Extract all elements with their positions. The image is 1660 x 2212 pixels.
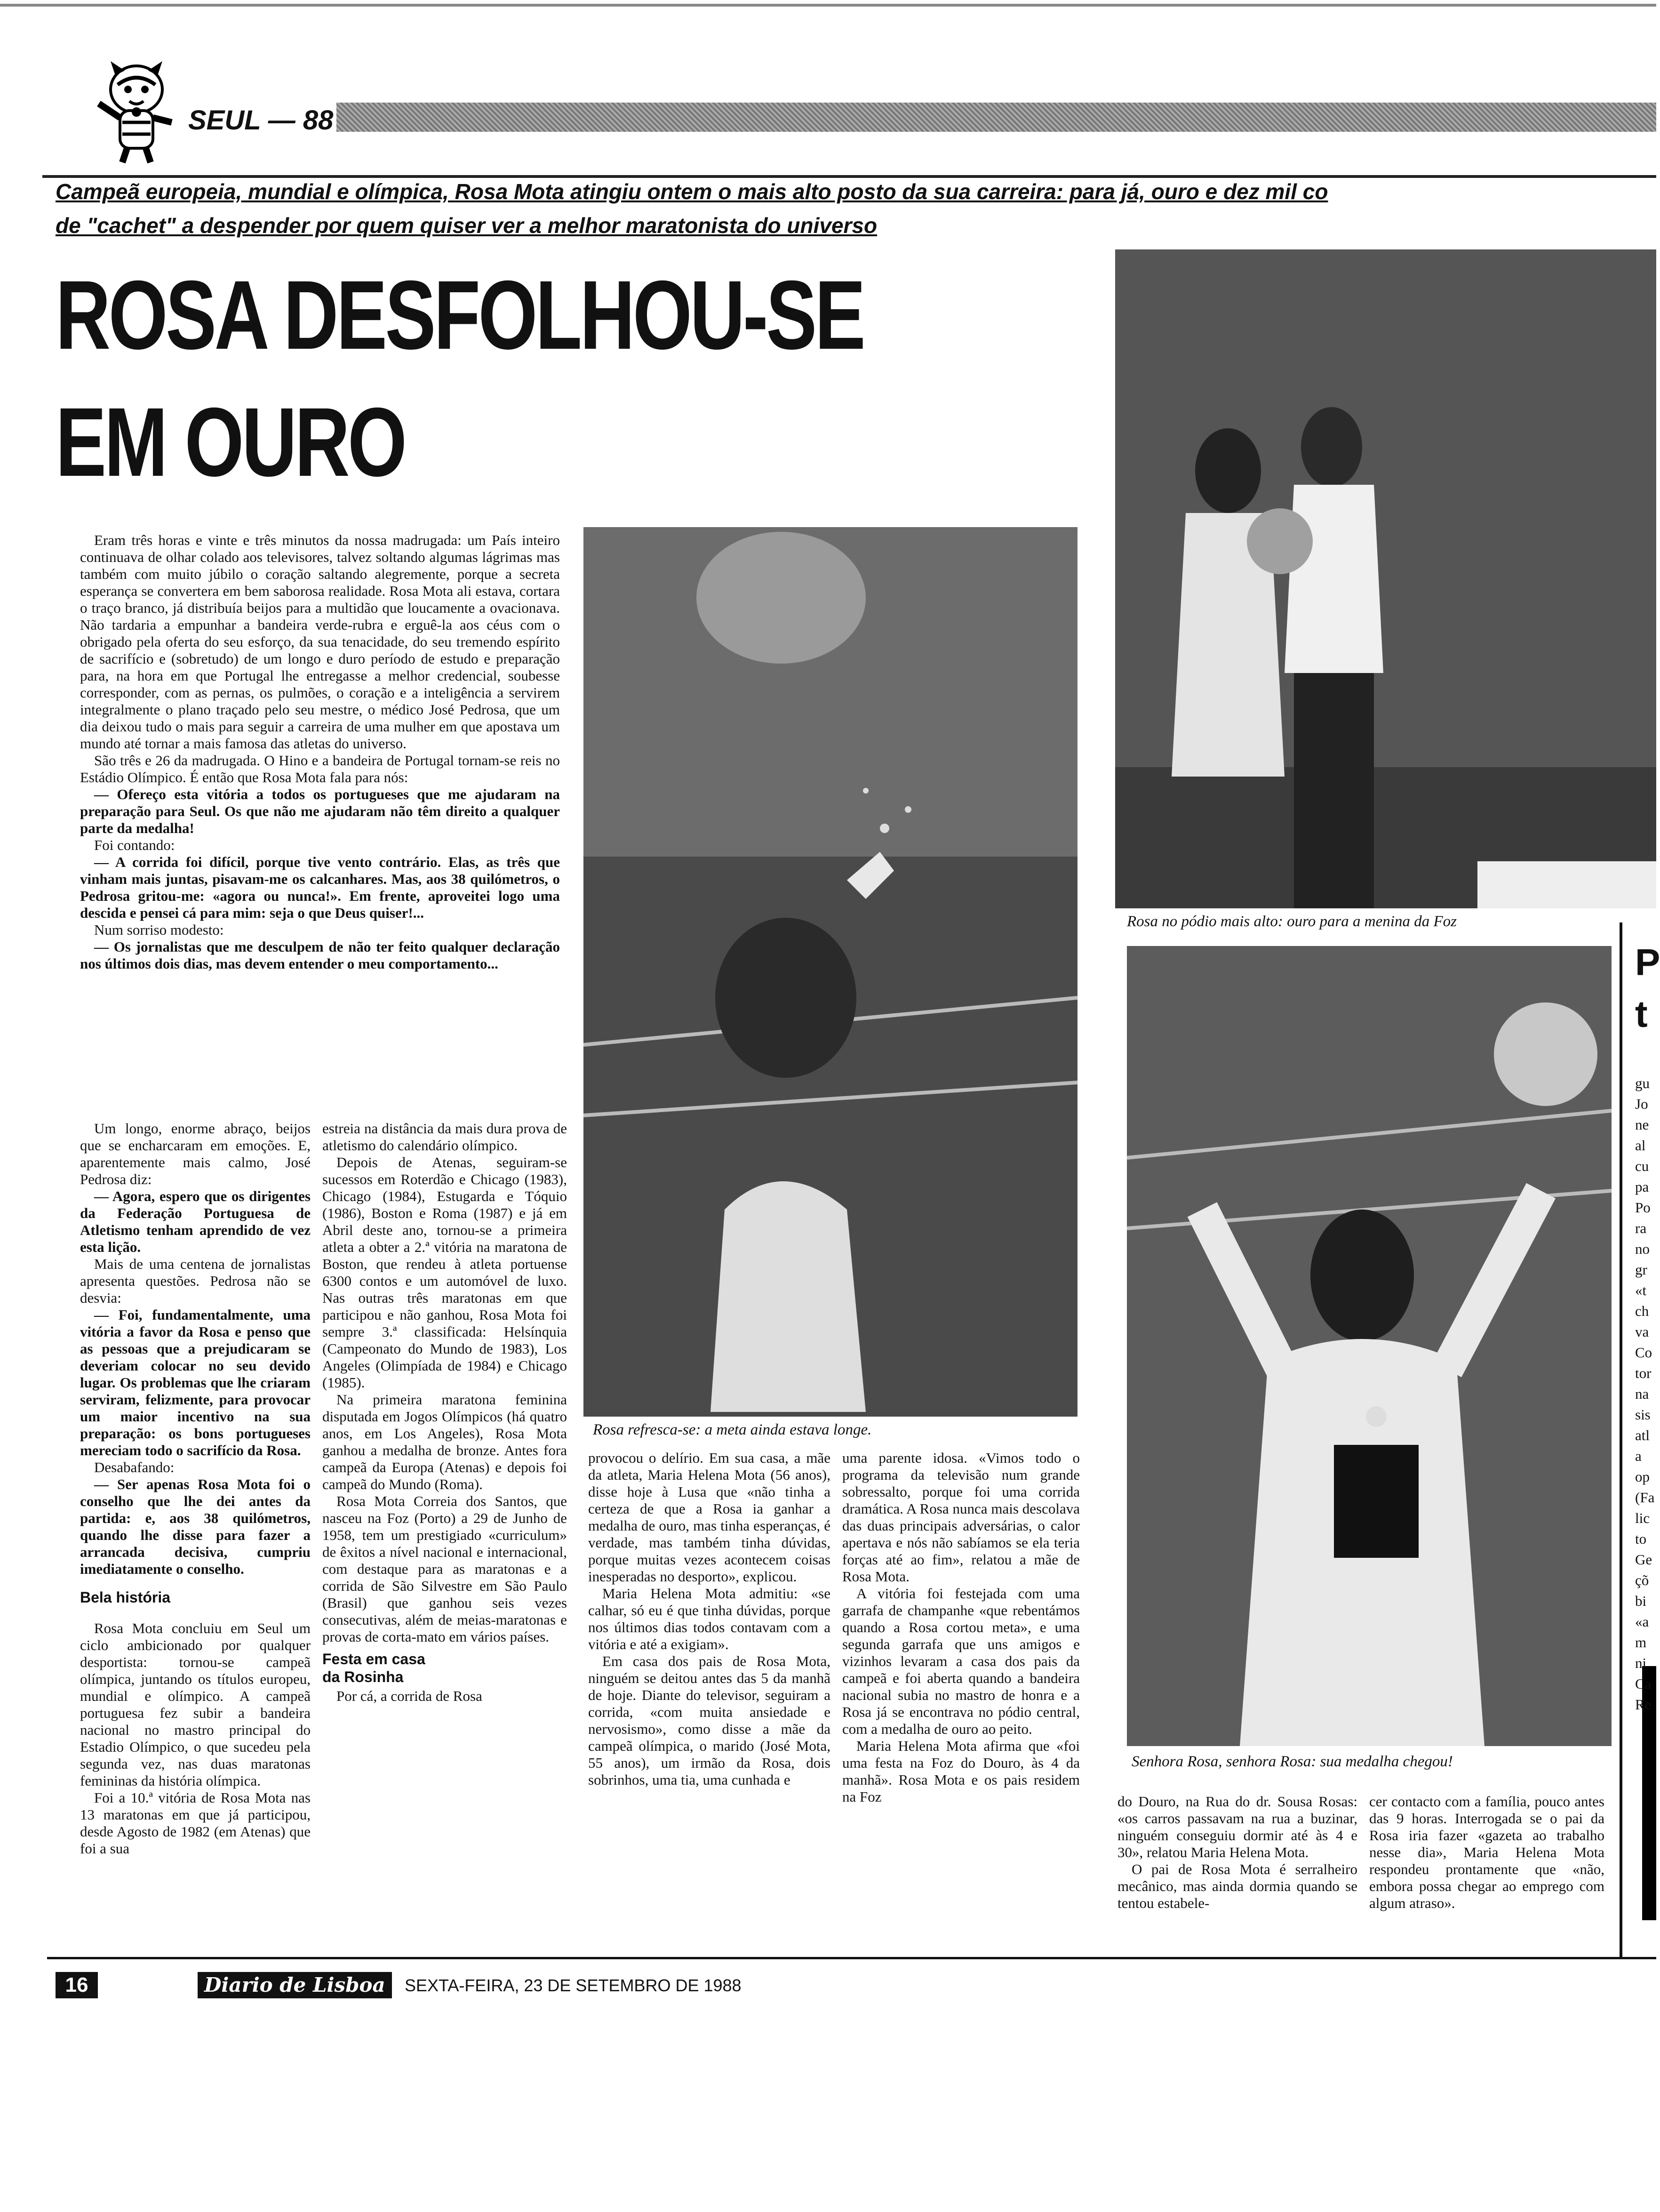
body-paragraph: Em casa dos pais de Rosa Mota, ninguém se deitou antes das 5 da manhã de hoje. Diante do televisor, seguiram a corrida, «com muita ansiedade e nervosismo», como disse a mãe da campeã olímpica, o marido (José Mota, 55 anos), um irmão da Rosa, dois sobrinhos, uma tia, uma cunhada e bbox=[588, 1653, 830, 1788]
body-paragraph: Desabafando: bbox=[94, 1459, 175, 1475]
right-edge-fragment: «a bbox=[1635, 1613, 1649, 1630]
right-edge-fragment: ne bbox=[1635, 1116, 1649, 1133]
body-paragraph: Um longo, enorme abraço, beijos que se encharcaram em emoções. E, aparentemente mais calmo, José Pedrosa diz: bbox=[80, 1120, 311, 1187]
column-2 bbox=[322, 1120, 567, 1948]
right-edge-fragment: gu bbox=[1635, 1075, 1650, 1091]
page-number: 16 bbox=[56, 1972, 98, 1998]
body-paragraph: provocou o delírio. Em sua casa, a mãe da atleta, Maria Helena Mota (56 anos), disse hoje à Lusa que «não tinha a certeza de que a Rosa ia ganhar a medalha de ouro, mas tinha esperanças, é verdade, mas também tinha dúvidas, porque muitas vezes acontecem coisas inesperadas no desporto», explicou. bbox=[588, 1450, 830, 1585]
right-edge-fragment: ra bbox=[1635, 1220, 1647, 1236]
right-edge-fragment: na bbox=[1635, 1386, 1649, 1402]
right-edge-fragment: cu bbox=[1635, 1158, 1649, 1174]
right-edge-headline bbox=[1635, 937, 1660, 1040]
body-paragraph: uma parente idosa. «Vimos todo o programa da televisão num grande sobressalto, porque foi uma corrida dramática. A Rosa nunca mais descolava das duas principais adversárias, o calor apertava e nós não sabíamos se ela teria forças até ao fim», relatou a mãe de Rosa Mota. bbox=[842, 1450, 1080, 1585]
right-edge-heading: t bbox=[1635, 993, 1648, 1035]
photo-caption-medal: Senhora Rosa, senhora Rosa: sua medalha chegou! bbox=[1132, 1753, 1453, 1770]
headline-line-2: EM OURO bbox=[56, 388, 405, 497]
body-quote: — Agora, espero que os dirigentes da Federação Portuguesa de Atletismo tenham aprendido de vez esta lição. bbox=[80, 1188, 311, 1255]
right-edge-fragment: al bbox=[1635, 1137, 1646, 1154]
right-edge-fragment: va bbox=[1635, 1323, 1649, 1340]
body-paragraph: Maria Helena Mota admitiu: «se calhar, só eu é que tinha dúvidas, porque nos últimos dias todos contavam com a vitória e até a exigiam». bbox=[588, 1585, 830, 1652]
column-4 bbox=[842, 1450, 1080, 1948]
column-5 bbox=[1117, 1793, 1357, 1953]
right-edge-heading: P bbox=[1635, 941, 1660, 983]
body-paragraph: Depois de Atenas, seguiram-se sucessos em Roterdão e Chicago (1983), Chicago (1984), Estugarda e Tóquio (1986), Boston e Roma (1987) e já em Abril deste ano, tornou-se a primeira atleta a obter a 2.ª vitória na maratona de Boston, que rendeu à atleta portuense 6300 contos e um automóvel de luxo. Nas outras três maratonas em que participou e não ganhou, Rosa Mota foi sempre 3.ª classificada: Helsínquia (Campeonato do Mundo de 1983), Los Angeles (Olimpíada de 1984) e Chicago (1985). bbox=[322, 1154, 567, 1391]
right-edge-fragment: «t bbox=[1635, 1282, 1647, 1298]
body-paragraph: O pai de Rosa Mota é serralheiro mecânico, mas ainda dormia quando se tentou estabele- bbox=[1117, 1861, 1357, 1911]
header-band bbox=[336, 103, 1656, 132]
body-paragraph: cer contacto com a família, pouco antes das 9 horas. Interrogada se o pai da Rosa iria fazer «gazeta ao trabalho nesse dia», Maria Helena Mota respondeu prontamente que «não, embora possa chegar ao emprego com algum atraso». bbox=[1369, 1793, 1604, 1911]
body-paragraph: do Douro, na Rua do dr. Sousa Rosas: «os carros passavam na rua a buzinar, ninguém conseguiu dormir até às 4 e 30», relatou Maria Helena Mota. bbox=[1117, 1793, 1357, 1860]
kicker-line-1: Campeã europeia, mundial e olímpica, Rosa Mota atingiu ontem o mais alto posto da sua carreira: para já, ouro e dez mil co bbox=[56, 179, 1328, 204]
kicker-line-2: de "cachet" a despender por quem quiser ver a melhor maratonista do universo bbox=[56, 213, 878, 238]
right-edge-fragment: Jo bbox=[1635, 1096, 1648, 1112]
body-paragraph: Na primeira maratona feminina disputada em Jogos Olímpicos (há quatro anos, em Los Angeles), Rosa Mota ganhou a medalha de bronze. Antes fora campeã da Europa (Atenas) e depois foi campeã do Mundo (Roma). bbox=[322, 1391, 567, 1492]
body-quote: — Foi, fundamentalmente, uma vitória a favor da Rosa e penso que as pessoas que a prejudicaram se deveriam colocar no seu devido lugar. Os problemas que lhe criaram serviram, felizmente, para provocar um maior incentivo na sua preparação: os bons portugueses mereciam todo o sacrifício da Rosa. bbox=[80, 1306, 311, 1459]
body-paragraph: Mais de uma centena de jornalistas apresenta questões. Pedrosa não se desvia: bbox=[80, 1256, 311, 1306]
subhead-line: Festa em casa bbox=[322, 1651, 425, 1667]
right-edge-fragment: m bbox=[1635, 1634, 1647, 1651]
subhead-line: da Rosinha bbox=[322, 1668, 404, 1685]
right-edge-fragment: ni bbox=[1635, 1655, 1647, 1671]
right-edge-fragment: (Fa bbox=[1635, 1489, 1655, 1506]
right-edge-fragment: op bbox=[1635, 1468, 1650, 1485]
lead-quote: — Os jornalistas que me desculpem de não ter feito qualquer declaração nos últimos dois dias, mas devem entender o meu comportamento... bbox=[80, 938, 560, 972]
right-edge-fragment: no bbox=[1635, 1241, 1650, 1257]
lead-paragraph: São três e 26 da madrugada. O Hino e a bandeira de Portugal tornam-se reis no Estádio Olímpico. É então que Rosa Mota fala para nós: bbox=[80, 752, 560, 785]
column-1 bbox=[80, 1120, 311, 1948]
right-edge-fragment: pa bbox=[1635, 1178, 1649, 1195]
right-edge-fragment: to bbox=[1635, 1531, 1647, 1547]
body-quote: — Ser apenas Rosa Mota foi o conselho que lhe dei antes da partida: e, aos 38 quilómetros, quando lhe disse para fazer a arrancada decisiva, cumpriu imediatamente o conselho. bbox=[80, 1476, 311, 1577]
lead-paragraph: Num sorriso modesto: bbox=[94, 922, 224, 938]
subhead-festa bbox=[322, 1650, 567, 1686]
body-paragraph: Foi a 10.ª vitória de Rosa Mota nas 13 maratonas em que já participou, desde Agosto de 1982 (em Atenas) que foi a sua bbox=[80, 1789, 311, 1857]
right-edge-fragment: atl bbox=[1635, 1427, 1650, 1443]
body-paragraph: Maria Helena Mota afirma que «foi uma festa na Foz do Douro, às 4 da manhã». Rosa Mota e os pais residem na Foz bbox=[842, 1738, 1080, 1805]
right-edge-fragment: gr bbox=[1635, 1261, 1647, 1278]
right-edge-fragment: sis bbox=[1635, 1406, 1651, 1423]
lead-quote: — Ofereço esta vitória a todos os portugueses que me ajudaram na preparação para Seul. Os que não me ajudaram não têm direito a qualquer parte da medalha! bbox=[80, 786, 560, 836]
photo-caption-drink: Rosa refresca-se: a meta ainda estava longe. bbox=[593, 1421, 872, 1438]
footer-date: SEXTA-FEIRA, 23 DE SETEMBRO DE 1988 bbox=[405, 1976, 742, 1995]
photo-medal bbox=[1127, 946, 1612, 1746]
right-edge-fragment: tor bbox=[1635, 1365, 1652, 1381]
tiger-mascot-icon bbox=[89, 56, 184, 165]
lead-paragraph: Eram três horas e vinte e três minutos da nossa madrugada: um País inteiro continuava de olhar colado aos televisores, talvez soltando algumas lágrimas mas também com muito júbilo o coração saltando alegremente, porque a secreta esperança se convertera em bem saborosa realidade. Rosa Mota ali estava, cortara o traço branco, já distribuía beijos para a multidão que loucamente a ovacionava. Não tardaria a empunhar a bandeira verde-rubra e erguê-la aos céus com o obrigado pela oferta do seu esforço, da sua tenacidade, do seu tremendo espírito de sacrifício e (sobretudo) de um longo e duro período de estudo e preparação para, na hora em que Portugal lhe entregasse a melhor credencial, soubesse corresponder, com as pernas, os pulmões, o coração e a inteligência a servirem integralmente o plano traçado pelo seu mestre, o médico José Pedrosa, que um dia deixou tudo o mais para seguir a carreira de uma mulher em que apostava um mundo até tornar a mais famosa das atletas do universo. bbox=[80, 532, 560, 752]
column-6 bbox=[1369, 1793, 1604, 1953]
body-paragraph: estreia na distância da mais dura prova de atletismo do calendário olímpico. bbox=[322, 1120, 567, 1154]
section-label: SEUL — 88 bbox=[188, 105, 334, 136]
right-edge-rule bbox=[1620, 922, 1622, 1958]
body-paragraph: Por cá, a corrida de Rosa bbox=[336, 1688, 482, 1704]
body-paragraph: Rosa Mota concluiu em Seul um ciclo ambicionado por qualquer desportista: tornou-se campeã olímpica, juntando os títulos europeu, mundial e olímpico. A campeã portuguesa fez subir a bandeira nacional no mastro principal do Estadio Olímpico, o que sucedeu pela segunda vez, nas duas maratonas femininas da história olímpica. bbox=[80, 1620, 311, 1789]
body-paragraph: Rosa Mota Correia dos Santos, que nasceu na Foz (Porto) a 29 de Junho de 1958, tem um prestigiado «curriculum» de êxitos a nível nacional e internacional, com destaque para as maratonas e a corrida de São Silvestre em São Paulo (Brasil) que ganhou seis vezes consecutivas, além de meias-maratonas e provas de corta-mato em vários países. bbox=[322, 1493, 567, 1645]
photo-caption-podium: Rosa no pódio mais alto: ouro para a menina da Foz bbox=[1127, 913, 1457, 930]
right-edge-fragment: Co bbox=[1635, 1344, 1652, 1361]
column-3 bbox=[588, 1450, 830, 1948]
right-edge-fragment: Ca bbox=[1635, 1675, 1652, 1692]
right-edge-fragment: bi bbox=[1635, 1593, 1647, 1609]
lead-quote: — A corrida foi difícil, porque tive vento contrário. Elas, as três que vinham mais juntas, pisavam-me os calcanhares. Mas, aos 38 quilómetros, o Pedrosa gritou-me: «agora ou nunca!». Em frente, aproveitei logo uma descida e pensei cá para mim: seja o que Deus quiser!... bbox=[80, 854, 560, 921]
headline-line-1: ROSA DESFOLHOU-SE bbox=[56, 261, 864, 370]
footer-rule bbox=[47, 1957, 1656, 1959]
right-edge-fragment: a bbox=[1635, 1448, 1642, 1464]
header-top-rule bbox=[0, 4, 1656, 7]
masthead: Diario de Lisboa bbox=[198, 1972, 392, 1998]
right-edge-fragment: lic bbox=[1635, 1510, 1650, 1526]
right-edge-fragment: çõ bbox=[1635, 1572, 1649, 1588]
right-edge-fragment: Re bbox=[1635, 1696, 1652, 1713]
right-edge-fragment: ch bbox=[1635, 1303, 1649, 1319]
right-edge-fragment: Po bbox=[1635, 1199, 1651, 1216]
body-paragraph: A vitória foi festejada com uma garrafa de champanhe «que rebentámos quando a Rosa cortou meta», e uma segunda garrafa que uns amigos e vizinhos levaram a casa dos pais da campeã e foi aberta quando a bandeira nacional subia no mastro de honra e a Rosa já se encontrava no pódio central, com a medalha de ouro ao peito. bbox=[842, 1585, 1080, 1737]
photo-runner-drinking bbox=[583, 527, 1077, 1417]
right-edge-fragments bbox=[1635, 1073, 1656, 1779]
photo-podium bbox=[1115, 249, 1656, 908]
header-rule bbox=[42, 175, 1656, 178]
subhead-bela-historia: Bela história bbox=[80, 1589, 171, 1606]
right-edge-fragment: Ge bbox=[1635, 1551, 1652, 1568]
lead-text bbox=[80, 532, 560, 1115]
lead-paragraph: Foi contando: bbox=[94, 837, 175, 853]
